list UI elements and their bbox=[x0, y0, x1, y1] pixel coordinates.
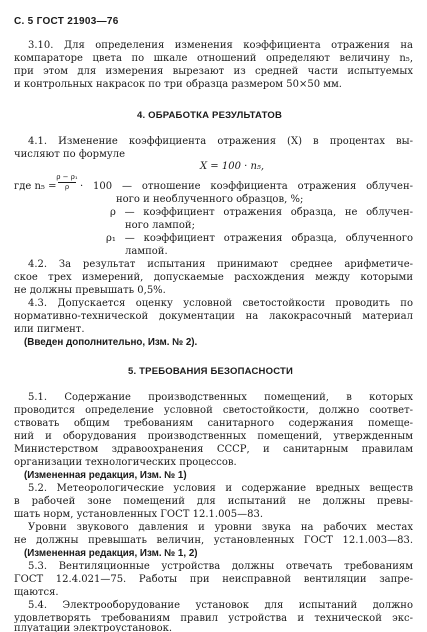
paragraph-5-1-line-6: организации технологических процессов. bbox=[14, 457, 237, 468]
paragraph-4-1-line-2: числяют по формуле bbox=[14, 149, 126, 160]
paragraph-5-2b-line-1: Уровни звукового давления и уровни звука на рабочих местах bbox=[28, 522, 413, 533]
paragraph-5-3-line-3: щаются. bbox=[14, 587, 59, 598]
fraction-denominator: ρ bbox=[64, 183, 70, 191]
section-5-heading: 5. ТРЕБОВАНИЯ БЕЗОПАСНОСТИ bbox=[128, 366, 294, 377]
paragraph-5-1-line-4: ний и оборудования производственных помещений, утвержденным bbox=[14, 431, 413, 442]
formula: X = 100 · n₅, bbox=[200, 161, 265, 172]
paragraph-3-10-line-3: при этом для измерения вырезают из средней части испытуемых bbox=[14, 66, 413, 77]
paragraph-5-3-line-2: ГОСТ 12.4.021—75. Работы при неисправной вентиляции запре- bbox=[14, 574, 413, 585]
paragraph-5-1-line-5: Министерством здравоохранения СССР, и санитарным правилам bbox=[14, 444, 413, 455]
paragraph-3-10-line-2: компараторе цвета по шкале отношений определяют величину n₅, bbox=[14, 53, 413, 64]
paragraph-4-3-line-2: нормативно-технической документации на лакокрасочный материал bbox=[14, 311, 413, 322]
paragraph-4-3-line-1: 4.3. Допускается оценку условной светостойкости проводить по bbox=[28, 298, 413, 309]
paragraph-5-2-line-2: в рабочей зоне помещений для испытаний не должны превы- bbox=[14, 496, 413, 507]
section-4-heading: 4. ОБРАБОТКА РЕЗУЛЬТАТОВ bbox=[137, 110, 283, 121]
rho-definition-line-2: ного лампой; bbox=[125, 220, 195, 231]
amendment-note-4: (Введен дополнительно, Изм. № 2). bbox=[24, 337, 198, 348]
paragraph-4-3-line-3: или пигмент. bbox=[14, 324, 85, 335]
paragraph-5-1-line-2: проводится определение условной светостойкости, должно соответ- bbox=[14, 405, 413, 416]
paragraph-5-2b-line-2: не должны превышать величин, установленных ГОСТ 12.1.003—83. bbox=[14, 535, 413, 546]
paragraph-5-4-line-3: плуатации электроустановок. bbox=[14, 625, 173, 632]
where-line-2: ного и необлученного образцов, %; bbox=[116, 194, 304, 205]
amendment-note-5-1: (Измененная редакция, Изм. № 1) bbox=[24, 470, 187, 481]
paragraph-5-3-line-1: 5.3. Вентиляционные устройства должны отвечать требованиям bbox=[28, 561, 413, 572]
paragraph-4-2-line-2: ское трех измерений, допускаемые расхождения между которыми bbox=[14, 272, 413, 283]
paragraph-5-2-line-3: шать норм, установленных ГОСТ 12.1.005—83. bbox=[14, 509, 264, 520]
paragraph-5-1-line-1: 5.1. Содержание производственных помещений, в которых bbox=[28, 392, 413, 403]
paragraph-5-2-line-1: 5.2. Метеорологические условия и содержание вредных веществ bbox=[28, 483, 413, 494]
rho1-definition-line-2: лампой. bbox=[125, 246, 168, 257]
paragraph-4-2-line-1: 4.2. За результат испытания принимают среднее арифметиче- bbox=[28, 259, 413, 270]
where-prefix: где n₅ = bbox=[14, 181, 57, 192]
paragraph-5-4-line-1: 5.4. Электрооборудование установок для испытаний должно bbox=[28, 600, 413, 611]
paragraph-5-4-line-2: удовлетворять требованиям правил устройства и технической экс- bbox=[14, 613, 413, 624]
where-line-1: · 100 — отношение коэффициента отражения облучен- bbox=[80, 181, 413, 192]
paragraph-3-10-line-4: и контрольных накрасок по три образца размером 50×50 мм. bbox=[14, 79, 342, 90]
paragraph-4-2-line-3: не должны превышать 0,5%. bbox=[14, 285, 166, 296]
paragraph-5-1-line-3: ствовать общим требованиям санитарного содержания помеще- bbox=[14, 418, 413, 429]
paragraph-3-10-line-1: 3.10. Для определения изменения коэффициента отражения на bbox=[28, 40, 413, 51]
rho-definition-line-1: ρ — коэффициент отражения образца, не облучен- bbox=[110, 207, 413, 218]
paragraph-4-1-line-1: 4.1. Изменение коэффициента отражения (X) в процентах вы- bbox=[28, 136, 413, 147]
page-header: С. 5 ГОСТ 21903—76 bbox=[14, 16, 119, 27]
amendment-note-5-2: (Измененная редакция, Изм. № 1, 2) bbox=[24, 548, 198, 559]
rho1-definition-line-1: ρ₁ — коэффициент отражения образца, облученного bbox=[106, 233, 413, 244]
fraction-numerator: ρ − ρ₁ bbox=[56, 173, 78, 181]
